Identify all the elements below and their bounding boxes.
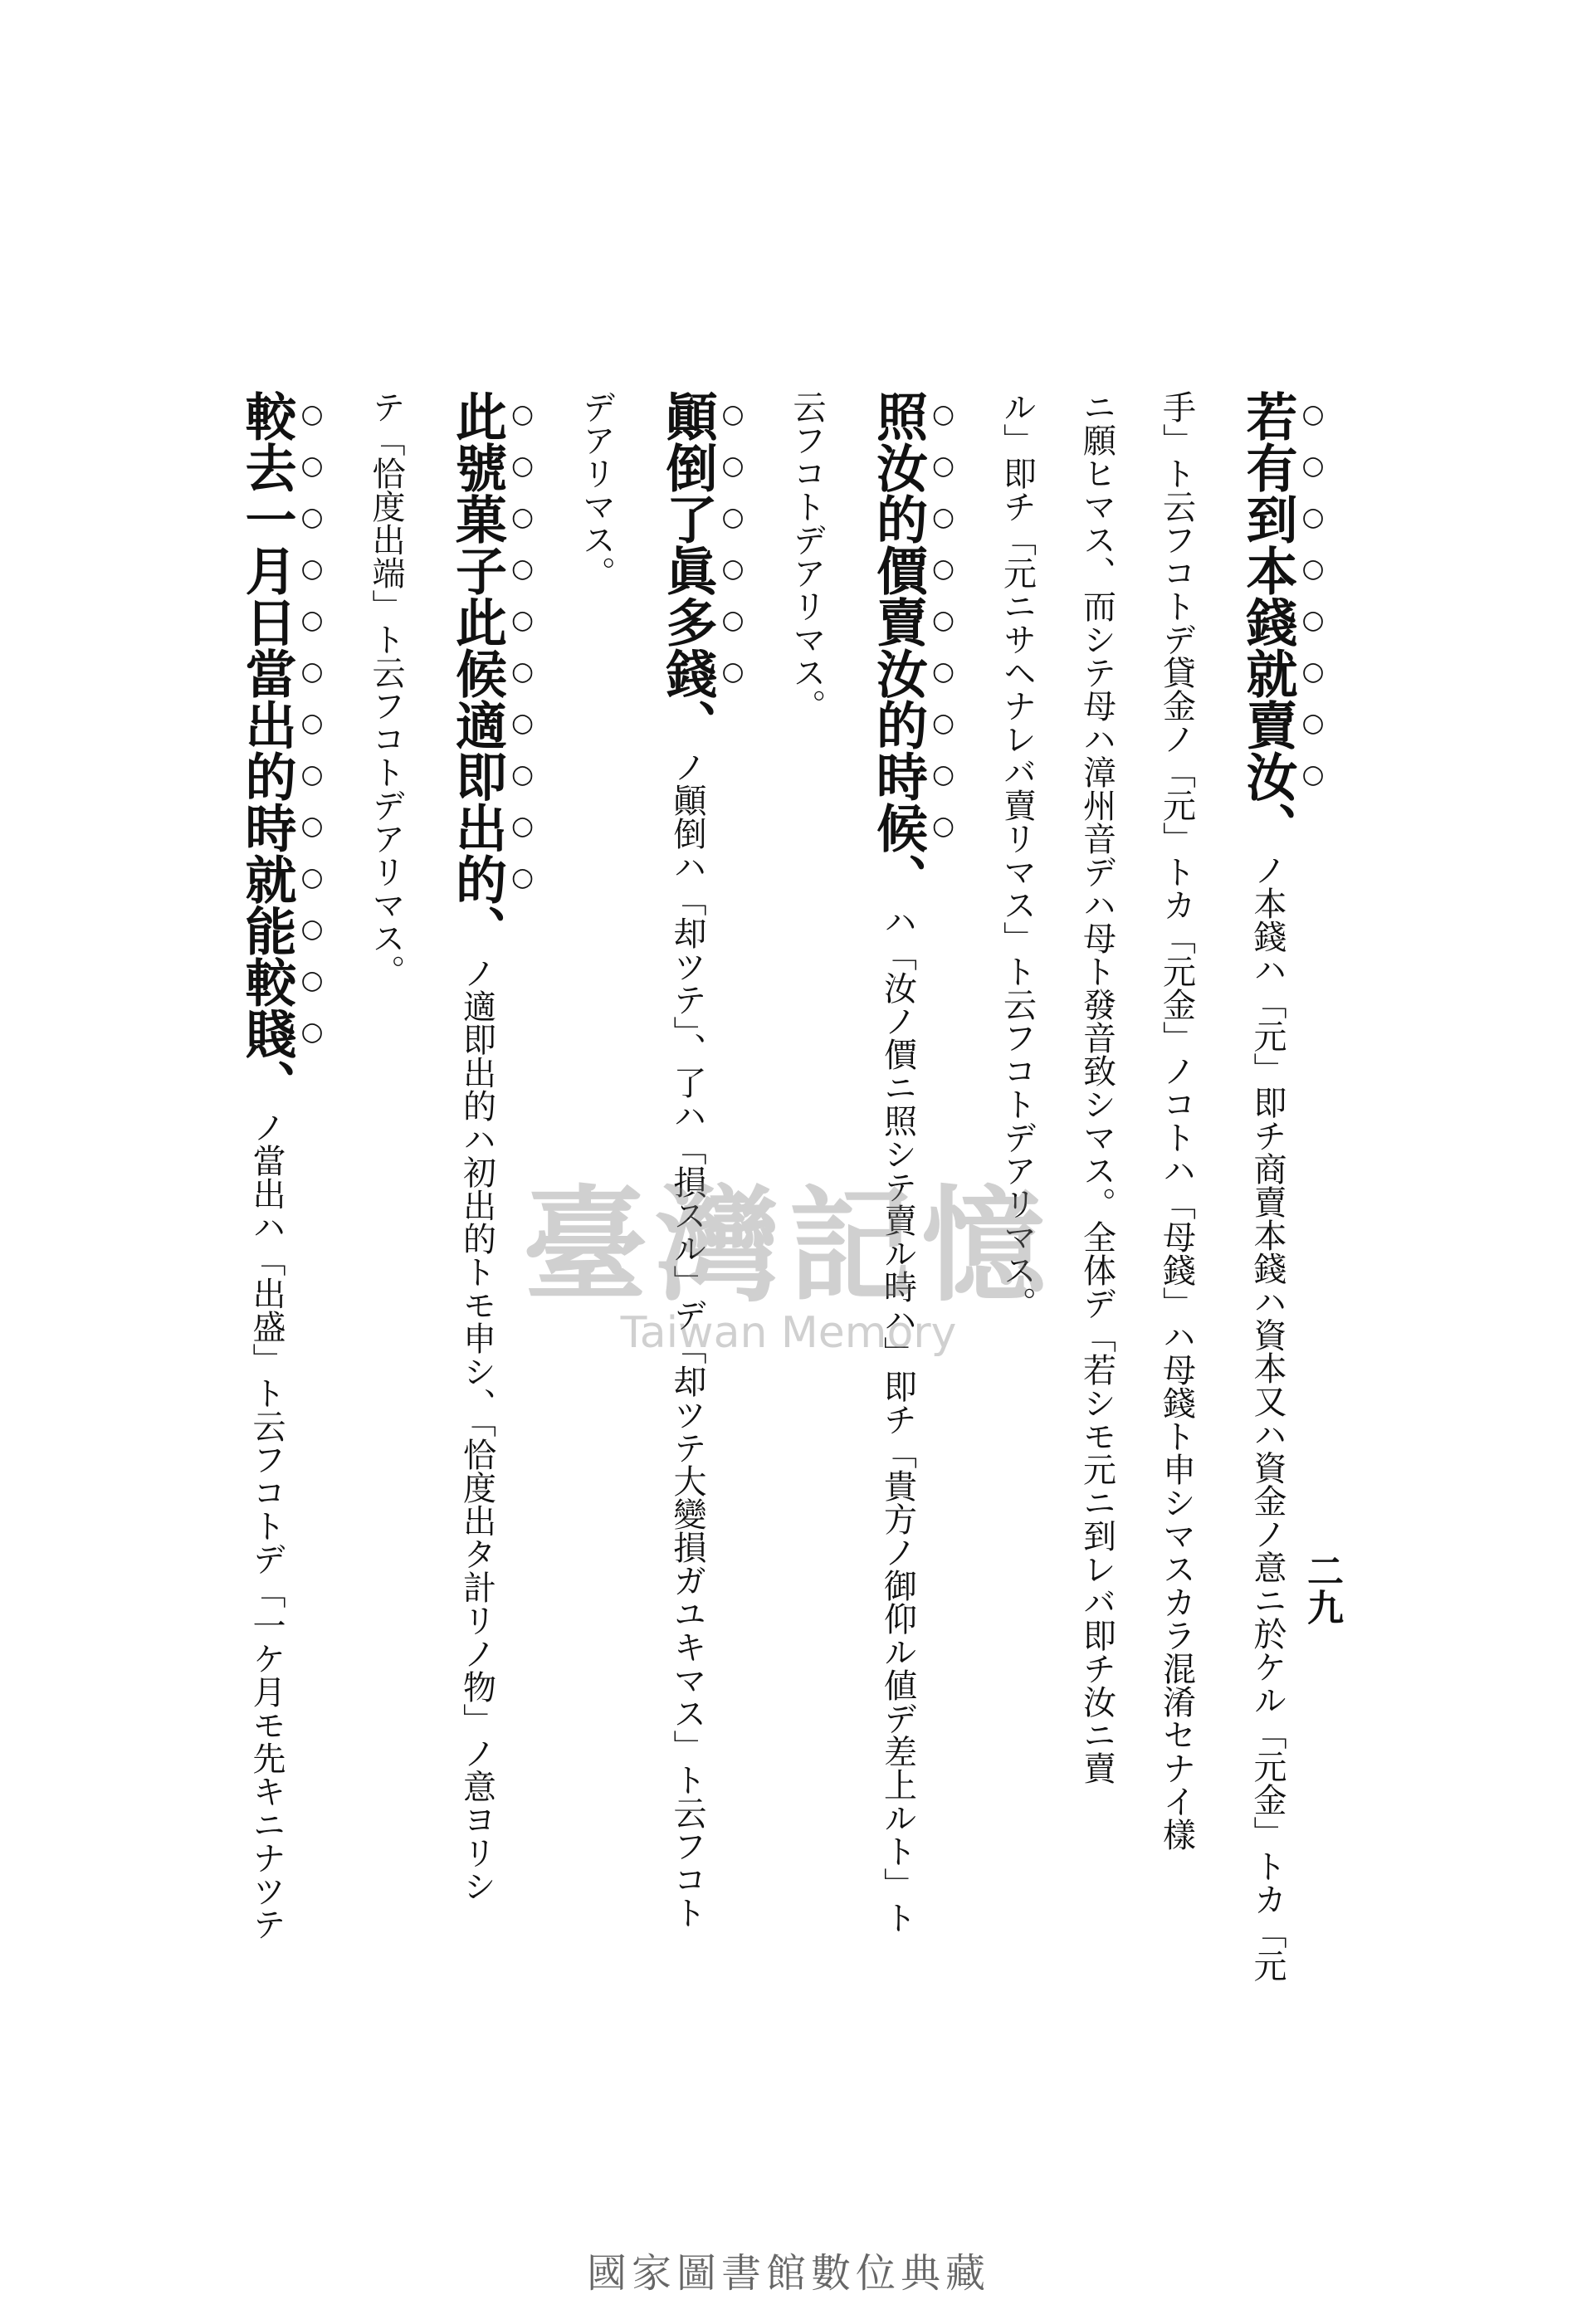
headword-phrase: 此號菓子此候適即出的、: [447, 390, 508, 956]
text-column-2: 手」ト云フコトデ貸金ノ「元」トカ「元金」ノコトハ「母錢」ハ母錢ト申シマスカラ混淆セナイ樣: [1157, 390, 1196, 1851]
text-column-1: [1236, 390, 1329, 2017]
gloss-text: ノ適即出的ハ初出的トモ申シ、「恰度出タ計リノ物」ノ意ヨリシ: [457, 956, 496, 1902]
footer-credit: 國家圖書館數位典藏: [586, 2250, 990, 2297]
watermark-chinese-text: 臺灣記憶: [522, 1173, 1055, 1319]
watermark-logo: [523, 1145, 1054, 1358]
text-column-6: 云フコトデアリマス。: [788, 390, 826, 722]
gloss-text: ノ本錢ハ「元」即チ商賣本錢ハ資本又ハ資金ノ意ニ於ケル「元金」トカ「元: [1248, 853, 1286, 1982]
headword-phrase: 照汝的價賣汝的時候、: [867, 390, 929, 905]
gloss-text: ハ「汝ノ價ニ照シテ賣ル時ハ」即チ「貴方ノ御仰ル値デ差上ルト」ト: [878, 905, 917, 1934]
text-column-4: ル」即チ「元ニサヘナレバ賣リマス」ト云フコトデアリマス。: [998, 390, 1037, 1320]
text-column-3: ニ願ヒマス、而シテ母ハ漳州音デハ母ト發音致シマス。全体デ「若シモ元ニ到レバ即チ汝ニ賣: [1077, 390, 1116, 1784]
headword-phrase: 若有到本錢就賣汝、: [1238, 390, 1298, 853]
headword-phrase: 較去一月日當出的時就能較賤、: [237, 390, 297, 1111]
gloss-text: ノ顚倒ハ「却ツテ」、了ハ「損スル」デ「却ツテ大變損ガユキマス」ト云フコト: [668, 750, 706, 1929]
text-column-8: デアリマス。: [577, 390, 616, 589]
text-column-10: テ「恰度出端」ト云フコトデアリマス。: [367, 390, 405, 988]
gloss-text: ノ當出ハ「出盛」ト云フコトデ「一ケ月モ先キニナツテ: [247, 1111, 286, 1941]
text-column-11: [235, 390, 328, 2017]
headword-phrase: 顚倒了眞多錢、: [657, 390, 718, 750]
watermark-english-text: Taiwan Memory: [620, 1308, 957, 1358]
page-number: 二九: [1301, 1552, 1343, 1625]
